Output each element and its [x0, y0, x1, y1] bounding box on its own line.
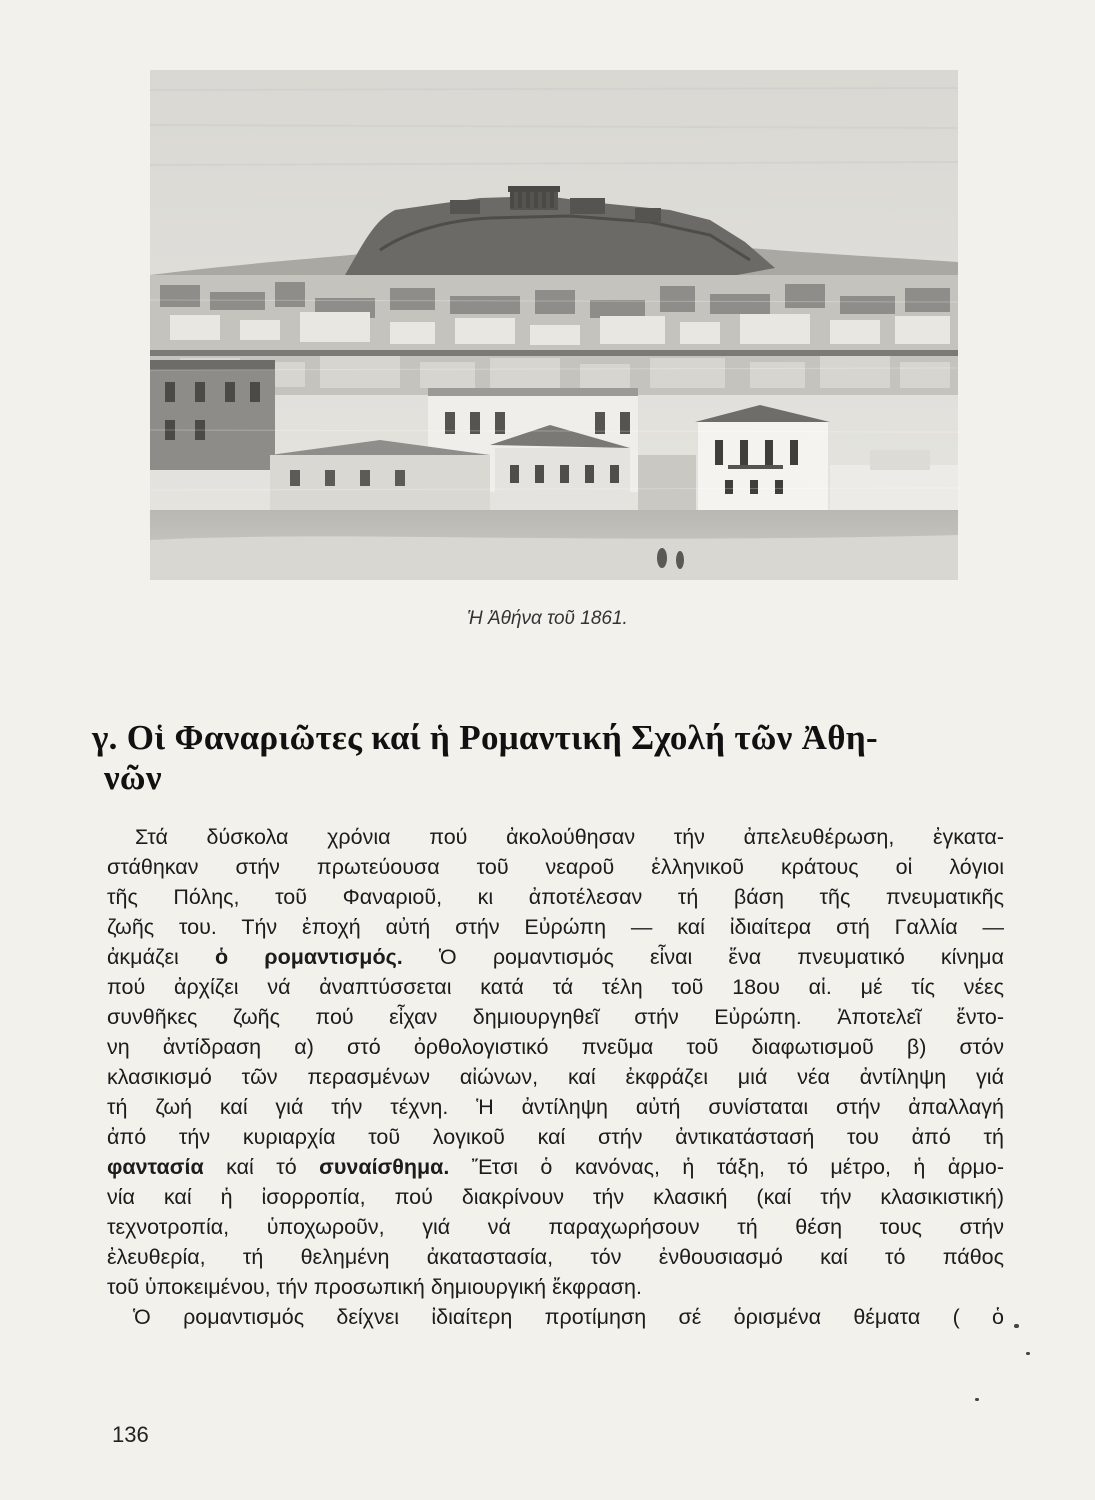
l12-mid: καί τό: [203, 1155, 320, 1179]
paragraph-1-line-16: τοῦ ὑποκειμένου, τήν προσωπική δημιουργική ἔκφραση.: [107, 1275, 642, 1299]
l12-post: Ἔτσι ὁ κανόνας, ἡ τάξη, τό μέτρο, ἡ ἁρμο-: [449, 1155, 1004, 1179]
paragraph-1-line-9: κλασικισμό τῶν περασμένων αἰώνων, καί ἐκφράζει μιά νέα ἀντίληψη γιά: [107, 1065, 1004, 1089]
term-imagination: φαντασία: [107, 1155, 204, 1179]
print-speck: [1026, 1352, 1030, 1355]
body-text: [107, 822, 1004, 1332]
term-emotion: συναίσθημα.: [319, 1155, 450, 1179]
paragraph-1-line-7: συνθῆκες ζωῆς πού εἶχαν δημιουργηθεῖ στήν Εὐρώπη. Ἀποτελεῖ ἔντο-: [107, 1005, 1004, 1029]
paragraph-1-line-11: ἀπό τήν κυριαρχία τοῦ λογικοῦ καί στήν ἀντικατάστασή του ἀπό τή: [107, 1125, 1004, 1149]
paragraph-1-line-1: Στά δύσκολα χρόνια πού ἀκολούθησαν τήν ἀπελευθέρωση, ἐγκατα-: [135, 825, 1004, 849]
paragraph-1-line-5: [107, 942, 1004, 972]
paragraph-1-line-15: ἐλευθερία, τή θελημένη ἀκαταστασία, τόν ἐνθουσιασμό καί τό πάθος: [107, 1245, 1004, 1269]
page-number: 136: [112, 1422, 149, 1447]
l5-post: Ὁ ρομαντισμός εἶναι ἕνα πνευματικό κίνημα: [402, 945, 1004, 969]
term-romanticism: ὁ ρομαντισμός.: [214, 945, 403, 969]
athens-1861-photo: [150, 70, 958, 580]
print-speck: [1014, 1324, 1019, 1328]
paragraph-1-line-8: νη ἀντίδραση α) στό ὀρθολογιστικό πνεῦμα τοῦ διαφωτισμοῦ β) στόν: [107, 1035, 1004, 1059]
paragraph-1-line-2: στάθηκαν στήν πρωτεύουσα τοῦ νεαροῦ ἑλληνικοῦ κράτους οἱ λόγιοι: [107, 855, 1004, 879]
paragraph-2-line-1: Ὁ ρομαντισμός δείχνει ἰδιαίτερη προτίμηση σέ ὁρισμένα θέματα ( ὁ: [133, 1305, 1004, 1329]
heading-line-1: γ. Οἱ Φαναριῶτες καί ἡ Ρομαντική Σχολή τῶν Ἀθη-: [92, 718, 878, 757]
paragraph-1-line-14: τεχνοτροπία, ὑποχωροῦν, γιά νά παραχωρήσουν τή θέση τους στήν: [107, 1215, 1004, 1239]
l5-pre: ἀκμάζει: [107, 945, 215, 969]
paragraph-1-line-4: ζωῆς του. Τήν ἐποχή αὐτή στήν Εὐρώπη — καί ἰδιαίτερα στή Γαλλία —: [107, 915, 1004, 939]
paragraph-1-line-13: νία καί ἡ ἰσορροπία, πού διακρίνουν τήν κλασική (καί τήν κλασικιστική): [107, 1185, 1004, 1209]
print-speck: [975, 1398, 979, 1401]
section-heading: [92, 718, 1012, 798]
heading-line-2: νῶν: [104, 758, 162, 797]
paragraph-1-line-10: τή ζωή καί γιά τήν τέχνη. Ἡ ἀντίληψη αὐτή συνίσταται στήν ἀπαλλαγή: [107, 1095, 1004, 1119]
paragraph-1-line-6: πού ἀρχίζει νά ἀναπτύσσεται κατά τά τέλη τοῦ 18ου αἱ. μέ τίς νέες: [107, 975, 1004, 999]
photo-caption: Ἡ Ἀθήνα τοῦ 1861.: [467, 608, 628, 629]
paragraph-1-line-3: τῆς Πόλης, τοῦ Φαναριοῦ, κι ἀποτέλεσαν τή βάση τῆς πνευματικῆς: [107, 885, 1004, 909]
paragraph-1-line-12: [107, 1152, 1004, 1182]
